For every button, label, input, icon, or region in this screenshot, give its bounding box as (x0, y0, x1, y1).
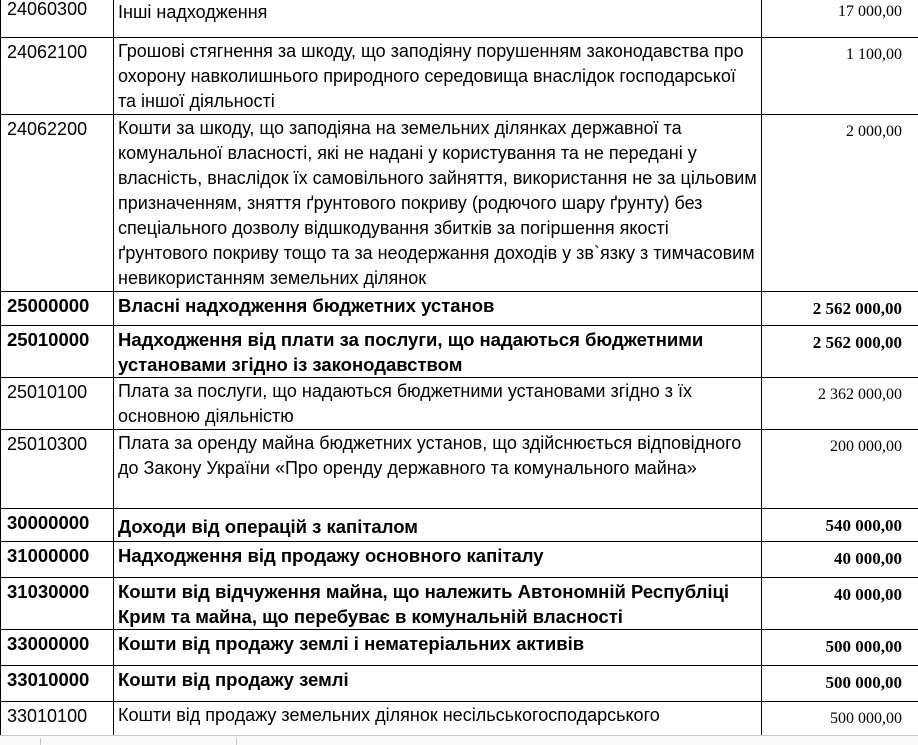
row-amount: 500 000,00 (762, 702, 918, 742)
table-row (1, 378, 918, 430)
row-code: 24062100 (1, 38, 114, 115)
row-amount: 500 000,00 (762, 666, 918, 702)
row-amount: 1 100,00 (762, 38, 918, 115)
row-code: 33000000 (1, 630, 114, 666)
row-amount: 40 000,00 (762, 578, 918, 630)
row-name: Кошти від продажу земельних ділянок несільськогосподарського (114, 702, 762, 742)
table-row (1, 326, 918, 378)
row-amount: 40 000,00 (762, 542, 918, 578)
row-code: 25010000 (1, 326, 114, 378)
table-row (1, 115, 918, 292)
row-name: Надходження від продажу основного капіталу (114, 542, 762, 578)
row-name: Плата за послуги, що надаються бюджетними установами згідно з їх основною діяльністю (114, 378, 762, 430)
row-code: 33010100 (1, 702, 114, 742)
row-code: 24060300 (1, 0, 114, 38)
table-row (1, 630, 918, 666)
row-code: 31030000 (1, 578, 114, 630)
table-row (1, 509, 918, 542)
row-code: 33010000 (1, 666, 114, 702)
row-amount: 2 562 000,00 (762, 326, 918, 378)
row-amount: 540 000,00 (762, 509, 918, 542)
table-row (1, 38, 918, 115)
row-code: 25010100 (1, 378, 114, 430)
row-amount: 500 000,00 (762, 630, 918, 666)
row-name: Кошти від відчуження майна, що належить Автономній Республіці Крим та майна, що перебуває в комунальній власності (114, 578, 762, 630)
row-name: Плата за оренду майна бюджетних установ, що здійснюється відповідного до Закону України «Про оренду державного та комунального майна» (114, 430, 762, 509)
row-code: 25000000 (1, 292, 114, 326)
table-row (1, 578, 918, 630)
row-name: Грошові стягнення за шкоду, що заподіяну порушенням законодавства про охорону навколишнього природного середовища внаслідок господарської та іншої діяльності (114, 38, 762, 115)
table-row (1, 0, 918, 38)
row-code: 24062200 (1, 115, 114, 292)
row-code: 30000000 (1, 509, 114, 542)
table-row (1, 292, 918, 326)
row-amount: 2 000,00 (762, 115, 918, 292)
row-name: Кошти від продажу землі (114, 666, 762, 702)
row-amount: 2 562 000,00 (762, 292, 918, 326)
row-code: 31000000 (1, 542, 114, 578)
row-amount: 2 362 000,00 (762, 378, 918, 430)
row-amount: 17 000,00 (762, 0, 918, 38)
row-code: 25010300 (1, 430, 114, 509)
row-name: Власні надходження бюджетних установ (114, 292, 762, 326)
row-name: Доходи від операцій з капіталом (114, 509, 762, 542)
table-row (1, 666, 918, 702)
row-name: Кошти від продажу землі і нематеріальних активів (114, 630, 762, 666)
row-name: Кошти за шкоду, що заподіяна на земельних ділянках державної та комунальної власності, які не надані у користування та не передані у власність, внаслідок їх самовільного зайняття, використання не за цільовим призначенням, зняття ґрунтового покриву (родючого шару ґрунту) без спеціального дозволу відшкодування збитків за погіршення якості ґрунтового покриву тощо та за неодержання доходів у зв`язку з тимчасовим невикористанням земельних ділянок (114, 115, 762, 292)
table-row (1, 542, 918, 578)
row-name: Надходження від плати за послуги, що надаються бюджетними установами згідно із законодавством (114, 326, 762, 378)
row-name: Інші надходження (114, 0, 762, 38)
row-amount: 200 000,00 (762, 430, 918, 509)
table-row (1, 430, 918, 509)
